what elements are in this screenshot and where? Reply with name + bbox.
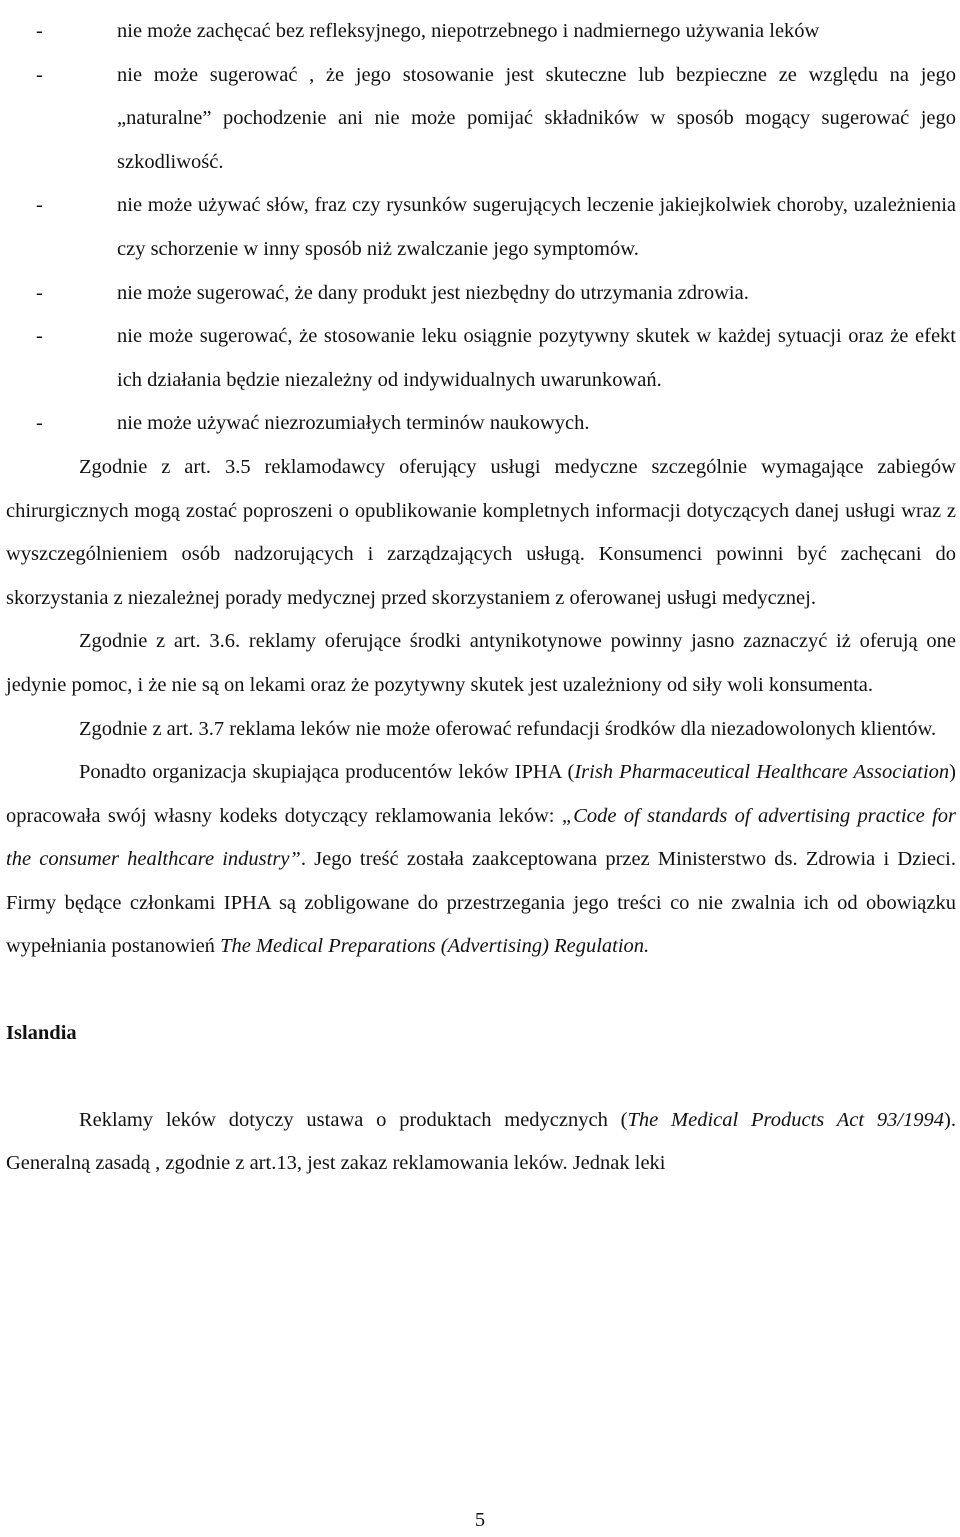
paragraph-art-3-7: Zgodnie z art. 3.7 reklama leków nie może oferować refundacji środków dla niezadowolonych klientów. (79, 717, 937, 740)
section-heading: Islandia (6, 1022, 77, 1045)
dash-marker: - (36, 412, 43, 435)
list-item-text: nie może zachęcać bez refleksyjnego, niepotrzebnego i nadmiernego używania leków (117, 20, 820, 42)
list-item (6, 402, 956, 446)
paragraph-art-3-5: Zgodnie z art. 3.5 reklamodawcy oferujący usługi medyczne szczególnie wymagające zabiegów chirurgicznych mogą zostać poproszeni o opublikowanie kompletnych informacji dotyczących danej usługi wraz z wyszczególnieniem osób nadzorujących i zarządzających usługą. Konsumenci powinni być zachęcani do skorzystania z niezależnej porady medycznej przed skorzystaniem z oferowanej usługi medycznej. (6, 455, 956, 609)
text-span: Reklamy leków dotyczy ustawa o produktach medycznych ( (79, 1108, 628, 1131)
dash-marker: - (36, 20, 43, 42)
list-item-text: nie może sugerować, że stosowanie leku osiągnie pozytywny skutek w każdej sytuacji oraz że efekt ich działania będzie niezależny od indywidualnych uwarunkowań. (117, 325, 956, 391)
list-item (6, 315, 956, 402)
text-span: ) opracowała swój własny kodeks dotyczący reklamowania leków: (6, 761, 956, 827)
list-item-text: nie może sugerować, że dany produkt jest niezbędny do utrzymania zdrowia. (117, 281, 749, 304)
list-item (6, 10, 956, 54)
dash-marker: - (36, 194, 43, 217)
italic-span: Irish Pharmaceutical Healthcare Association (574, 761, 950, 784)
paragraph-islandia (6, 1099, 956, 1186)
text-span: ). Generalną zasadą , zgodnie z art.13, jest zakaz reklamowania leków. Jednak leki (6, 1108, 956, 1175)
spacer (6, 1056, 956, 1099)
paragraph-art-3-6: Zgodnie z art. 3.6. reklamy oferujące środki antynikotynowe powinny jasno zaznaczyć iż oferują one jedynie pomoc, i że nie są on lekami oraz że pozytywny skutek jest uzależniony od siły woli konsumenta. (6, 630, 956, 696)
italic-span: „Code of standards of advertising practice for the consumer healthcare industry” (6, 804, 956, 871)
dash-marker: - (36, 63, 43, 86)
dash-marker: - (36, 281, 43, 304)
list-item-text: nie może sugerować , że jego stosowanie jest skuteczne lub bezpieczne ze względu na jego „naturalne” pochodzenie ani nie może pomijać składników w sposób mogący sugerować jego szkodliwość. (117, 63, 956, 173)
list-item-text: nie może używać słów, fraz czy rysunków sugerujących leczenie jakiejkolwiek choroby, uzależnienia czy schorzenie w inny sposób niż zwalczanie jego symptomów. (117, 194, 956, 260)
list-item (6, 184, 956, 271)
list-item-text: nie może używać niezrozumiałych terminów naukowych. (117, 412, 590, 435)
text-span: . Jego treść została zaakceptowana przez Ministerstwo ds. Zdrowia i Dzieci. Firmy będące członkami IPHA są zobligowane do przestrzegania jego treści co nie zwalnia ich od obowiązku wypełniania postanowień (6, 848, 956, 958)
page-body (6, 10, 956, 1186)
requirements-list (6, 10, 956, 446)
italic-span: The Medical Preparations (Advertising) Regulation. (220, 935, 650, 958)
list-item (6, 272, 956, 316)
italic-span: The Medical Products Act 93/1994 (627, 1108, 945, 1131)
page-number: 5 (474, 1509, 486, 1531)
dash-marker: - (36, 325, 43, 348)
list-item (6, 54, 956, 185)
paragraph-ipha (6, 751, 956, 969)
text-span: Ponadto organizacja skupiająca producentów leków IPHA ( (79, 761, 575, 784)
